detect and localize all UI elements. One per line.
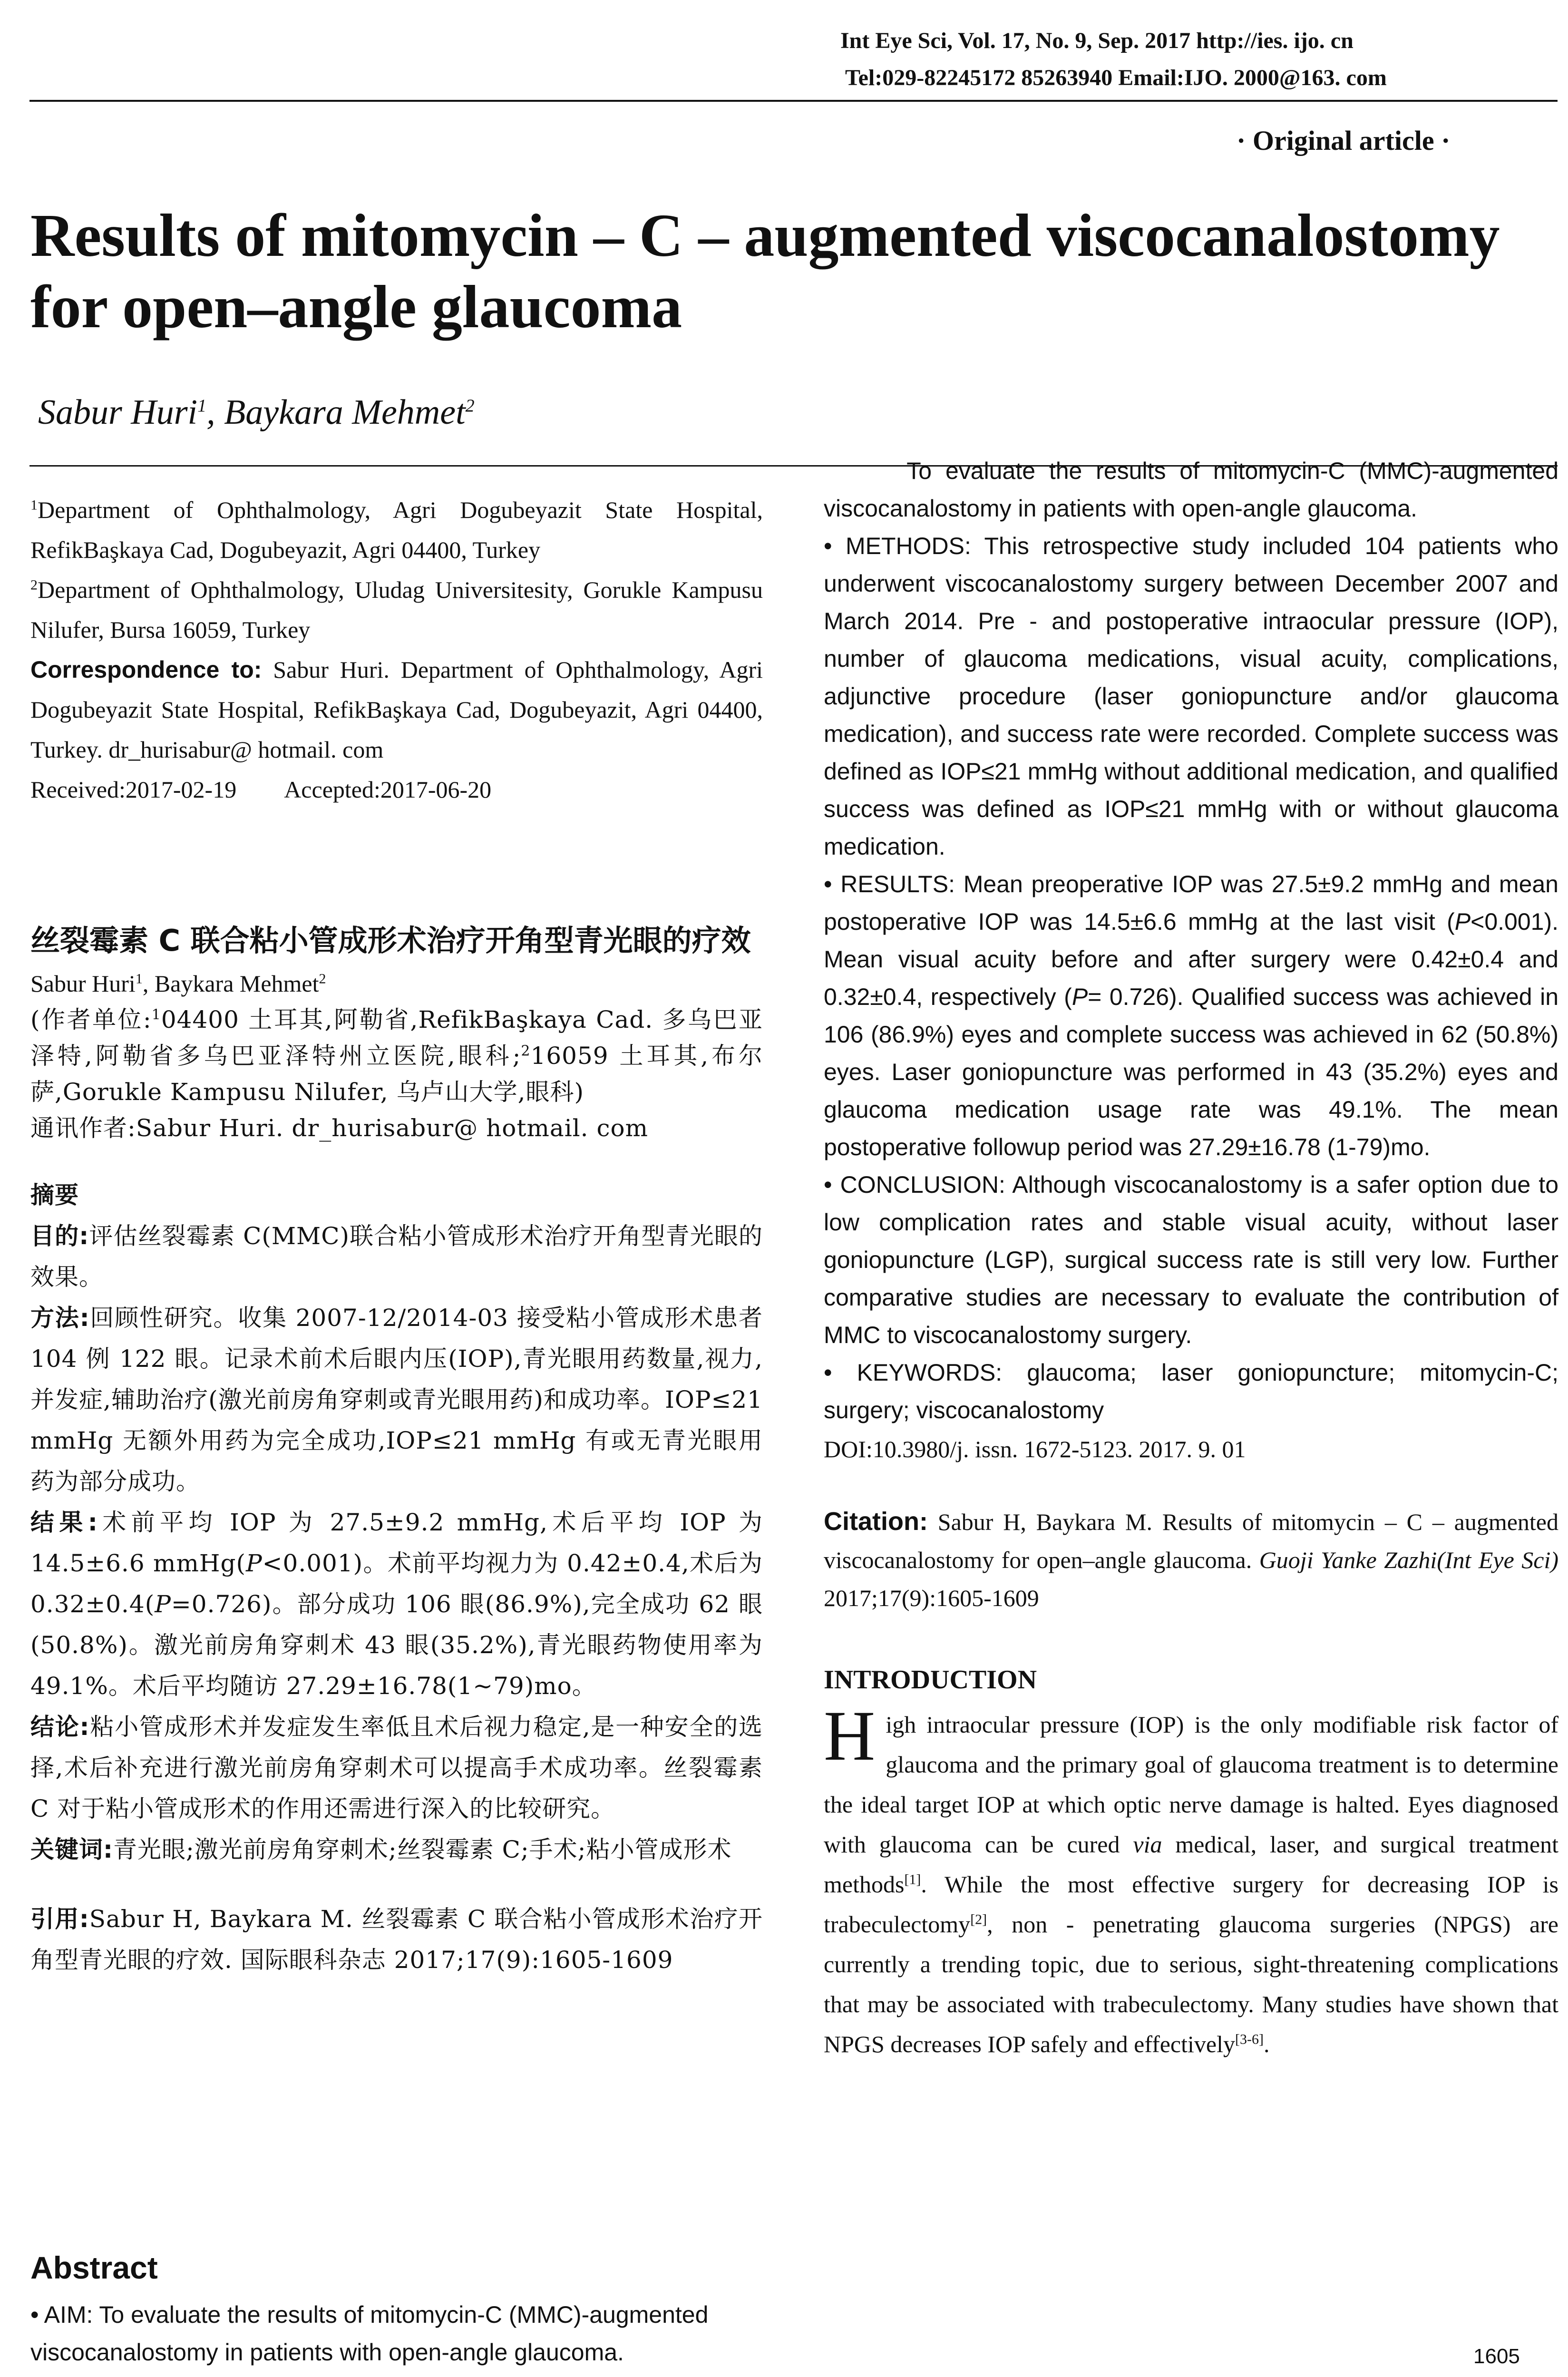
reference-3-6[interactable]: [3-6] [1235,2031,1264,2047]
affiliations [30,490,763,809]
page-number: 1605 [1473,2345,1520,2368]
chinese-summary-heading: 摘要 [30,1181,79,1209]
header-rule [29,100,1558,102]
chinese-keywords: 关键词:青光眼;激光前房角穿刺术;丝裂霉素 C;手术;粘小管成形术 [30,1836,732,1863]
authors [38,392,475,433]
affiliation-2: $^2$Department of Ophthalmology, Uludag Universitesity, Gorukle Kampusu Nilufer, Bursa 16059, Turkey [30,576,763,643]
introduction-paragraph: High intraocular pressure (IOP) is the only modifiable risk factor of glaucoma and the primary goal of glaucoma treatment is to determine the ideal target IOP at which optic nerve damage is halted. Eyes diagnosed with glaucoma can be cured via medical, laser, and surgical treatment methods[1]. While the most effective surgery for decreasing IOP is trabeculectomy[2], non - penetrating glaucoma surgeries (NPGS) are currently a trending topic, due to serious, sight-threatening complications that may be associated with trabeculectomy. Many studies have shown that NPGS decreases IOP safely and effectively[3-6]. [824,1696,1558,2057]
citation: Citation: Sabur H, Baykara M. Results of mitomycin – C – augmented viscocanalostomy for open–angle glaucoma. Guoji Yanke Zazhi(Int Eye Sci) 2017;17(9):1605-1609 [824,1507,1558,1611]
abstract-conclusion: • CONCLUSION: Although viscocanalostomy is a safer option due to low complication rates and stable visual acuity, without laser goniopuncture (LGP), surgical success rate is still very low. Further comparative studies are necessary to evaluate the contribution of MMC to viscocanalostomy surgery. [824,1171,1558,1348]
reference-2[interactable]: [2] [970,1911,987,1928]
chinese-affiliation: (作者单位:$^1$04400 土耳其,阿勒省,RefikBaşkaya Cad. 多乌巴亚泽特,阿勒省多乌巴亚泽特州立医院,眼科;$^2$16059 土耳其,布尔萨,Gorukle Kampusu Nilufer, 乌卢山大学,眼科) [30,1006,763,1106]
chinese-title: 丝裂霉素 C 联合粘小管成形术治疗开角型青光眼的疗效 [30,923,751,958]
section-label: · Original article · [1237,125,1451,156]
chinese-objective: 目的:评估丝裂霉素 C(MMC)联合粘小管成形术治疗开角型青光眼的效果。 [30,1222,763,1291]
affiliation-1: $^1$Department of Ophthalmology, Agri Dogubeyazit State Hospital, RefikBaşkaya Cad, Dogubeyazit, Agri 04400, Turkey [30,497,763,563]
chinese-methods: 方法:回顾性研究。收集 2007-12/2014-03 接受粘小管成形术患者 104 例 122 眼。记录术前术后眼内压(IOP),青光眼用药数量,视力,并发症,辅助治疗(激光前房角穿刺或青光眼用药)和成功率。IOP≤21 mmHg 无额外用药为完全成功,IOP≤21 mmHg 有或无青光眼用药为部分成功。 [30,1304,763,1495]
abstract-results: • RESULTS: Mean preoperative IOP was 27.5±9.2 mmHg and mean postoperative IOP was 14.5±6.6 mmHg at the last visit (P<0.001). Mean visual acuity before and after surgery were 0.42±0.4 and 0.32±0.4, respectively (P= 0.726). Qualified success was achieved in 106 (86.9%) eyes and complete success was achieved in 62 (50.8%) eyes. Laser goniopuncture was performed in 43 (35.2%) eyes and glaucoma medication usage rate was 49.1%. The mean postoperative followup period was 27.29±16.78 (1-79)mo. [824,871,1558,1160]
reference-1[interactable]: [1] [904,1871,921,1888]
journal-header-line-1: Int Eye Sci, Vol. 17, No. 9, Sep. 2017 http://ies. ijo. cn [840,28,1354,53]
journal-header-line-2: Tel:029-82245172 85263940 Email:IJO. 2000@163. com [845,65,1387,90]
drop-cap: H [824,1696,876,1775]
article-title: Results of mitomycin – C – augmented viscocanalostomy for open–angle glaucoma [30,202,1500,341]
author-separator: , [206,393,224,432]
chinese-authors: Sabur Huri$^1$, Baykara Mehmet$^2$ [30,970,326,997]
english-abstract-continued [824,458,1558,2145]
abstract-heading: Abstract [30,2250,158,2285]
citation-journal: Guoji Yanke Zazhi(Int Eye Sci) [1259,1547,1558,1573]
received-date: Received:2017-02-19 [30,776,237,803]
chinese-results: 结果:术前平均 IOP 为 27.5±9.2 mmHg,术后平均 IOP 为 14.5±6.6 mmHg(P<0.001)。术前平均视力为 0.42±0.4,术后为 0.32±0.4(P=0.726)。部分成功 106 眼(86.9%),完全成功 62 眼(50.8%)。激光前房角穿刺术 43 眼(35.2%),青光眼药物使用率为 49.1%。术后平均随访 27.29±16.78(1~79)mo。 [30,1509,763,1700]
doi: DOI:10.3980/j. issn. 1672-5123. 2017. 9. 01 [824,1436,1246,1462]
author-1: Sabur Huri [38,393,198,432]
author-2: Baykara Mehmet [224,393,466,432]
accepted-date: Accepted:2017-06-20 [284,776,492,803]
dates [30,770,763,809]
chinese-conclusion: 结论:粘小管成形术并发症发生率低且术后视力稳定,是一种安全的选择,术后补充进行激光前房角穿刺术可以提高手术成功率。丝裂霉素 C 对于粘小管成形术的作用还需进行深入的比较研究。 [30,1713,763,1822]
correspondence: Correspondence to: Sabur Huri. Department of Ophthalmology, Agri Dogubeyazit State Hospital, RefikBaşkaya Cad, Dogubeyazit, Agri 04400, Turkey. dr_hurisabur@ hotmail. com [30,656,763,763]
author-2-affil: 2 [465,396,475,416]
abstract-aim-start: • AIM: To evaluate the results of mitomycin-C (MMC)-augmented viscocanalostomy in patients with open-angle glaucoma. [30,2301,709,2366]
abstract-aim-text: To evaluate the results of mitomycin-C (MMC)-augmented viscocanalostomy in patients with open-angle glaucoma. [30,2301,709,2366]
author-1-affil: 1 [197,396,207,416]
abstract-keywords: • KEYWORDS: glaucoma; laser goniopuncture; mitomycin-C; surgery; viscocanalostomy [824,1359,1558,1423]
introduction-heading: INTRODUCTION [824,1665,1037,1695]
chinese-correspondence: 通讯作者:Sabur Huri. dr_hurisabur@ hotmail. com [30,1114,648,1142]
abstract-aim: To evaluate the results of mitomycin-C (MMC)-augmented viscocanalostomy in patients with open-angle glaucoma. [824,458,1558,522]
chinese-citation: 引用:Sabur H, Baykara M. 丝裂霉素 C 联合粘小管成形术治疗开角型青光眼的疗效. 国际眼科杂志 2017;17(9):1605-1609 [30,1905,763,1974]
abstract-methods: • METHODS: This retrospective study included 104 patients who underwent viscocanalostomy surgery between December 2007 and March 2014. Pre - and postoperative intraocular pressure (IOP), number of glaucoma medications, visual acuity, complications, adjunctive procedure (laser goniopuncture and/or glaucoma medication), and success rate were recorded. Complete success was defined as IOP≤21 mmHg without additional medication, and qualified success was defined as IOP≤21 mmHg with or without glaucoma medication. [824,533,1558,860]
chinese-abstract [30,918,763,1980]
